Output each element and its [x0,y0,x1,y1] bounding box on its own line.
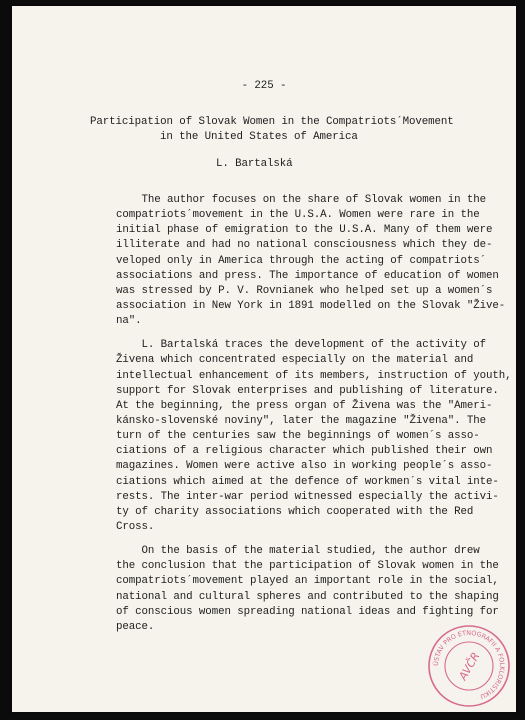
page-number: - 225 - [241,80,287,92]
text-line: compatriots´movement played an important role in the social, [116,575,499,588]
text-line: On the basis of the material studied, the author drew [116,545,480,558]
text-line: Cross. [116,520,155,533]
text-line: initial phase of emigration to the U.S.A. Many of them were [116,224,493,237]
text-line: At the beginning, the press organ of Živena was the "Ameri- [116,399,493,412]
stamp-ring-text: ÚSTAV PRO ETNOGRAFII A FOLKLORISTIKU [431,628,507,701]
text-line: compatriots´movement in the U.S.A. Women were rare in the [116,209,480,222]
institute-stamp-icon [426,623,512,709]
text-line: support for Slovak enterprises and publishing of literature. [116,384,499,397]
stamp-center-text: AVČR [456,650,483,683]
text-line: ty of charity associations which cooperated with the Red [116,505,474,518]
text-line: L. Bartalská traces the development of the activity of [116,339,486,352]
text-line: associations and press. The importance of education of women [116,269,499,282]
text-line: turn of the centuries saw the beginnings of women´s asso- [116,430,480,443]
text-line: intellectual enhancement of its members, instruction of youth, [116,369,512,382]
text-line: national and cultural spheres and contributed to the shaping [116,590,499,603]
author-name: L. Bartalská [216,158,293,170]
title-line-2: in the United States of America [160,131,358,143]
text-line: rests. The inter-war period witnessed especially the activi- [116,490,499,503]
text-line: the conclusion that the participation of Slovak women in the [116,560,499,573]
text-line: ciations of a religious character which published their own [116,445,493,458]
text-line: magazines. Women were active also in working people´s asso- [116,460,493,473]
document-page [12,6,516,712]
paragraph-1 [116,193,512,329]
text-line: association in New York in 1891 modelled on the Slovak "Živе- [116,299,506,312]
text-line: kánsko-slovenské noviny", later the magazine "Živena". The [116,414,486,427]
text-line: illiterate and had no national consciousness which they de- [116,239,493,252]
text-line: was stressed by P. V. Rovnianek who helped set up a women´s [116,284,493,297]
text-line: veloped only in America through the acting of compatriots´ [116,254,486,267]
paragraph-2 [116,338,512,535]
text-line: The author focuses on the share of Slovak women in the [116,194,486,206]
text-line: of conscious women spreading national ideas and fighting for [116,605,499,618]
text-line: na". [116,315,142,328]
title-line-1: Participation of Slovak Women in the Compatriots´Movement [90,116,454,128]
text-line: ciations which aimed at the defence of workmen´s vital inte- [116,475,499,488]
text-line: Živena which concentrated especially on the material and [116,354,474,367]
abstract-body [116,193,512,635]
paragraph-3 [116,544,512,635]
text-line: peace. [116,620,155,633]
